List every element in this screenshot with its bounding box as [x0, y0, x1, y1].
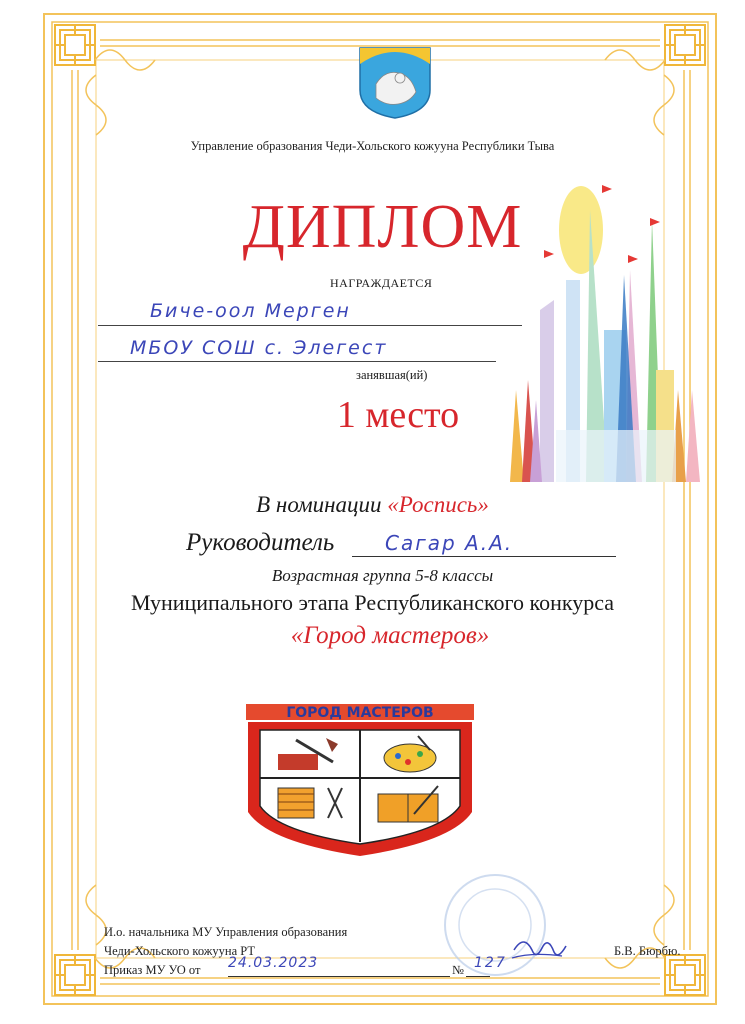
contest-stage: Муниципального этапа Республиканского конкурса [130, 590, 615, 615]
diploma-title: ДИПЛОМ [242, 193, 523, 261]
occupied-label: занявшая(ий) [356, 368, 428, 382]
place-award: 1 место [336, 394, 460, 436]
recipient-name: Бичe-оол Мерген [150, 300, 351, 322]
leader-name: Сагар А.А. [385, 531, 514, 555]
nomination-label: В номинации [256, 492, 382, 517]
order-number: 127 [474, 955, 507, 971]
order-number-underline [466, 976, 490, 977]
footer-position-line2: Чеди-Хольского кожууна РТ [104, 944, 256, 958]
contest-name: «Город мастеров» [290, 622, 490, 649]
contest-emblem [238, 702, 482, 862]
nomination [0, 492, 745, 518]
corner-knot-top-left [55, 25, 95, 65]
leader-label: Руководитель [186, 529, 335, 556]
issuing-authority: Управление образования Чеди-Хольского кожууна Республики Тыва [190, 139, 555, 153]
order-date-underline [228, 976, 450, 977]
order-number-label: № [452, 963, 464, 977]
age-group: Возрастная группа 5-8 классы [271, 566, 494, 585]
name-underline [98, 325, 522, 326]
nomination-value: «Роспись» [387, 492, 489, 517]
corner-knot-bottom-right [665, 955, 705, 995]
signature-scribble [508, 930, 570, 966]
order-label: Приказ МУ УО от [104, 963, 201, 977]
footer-position-line1: И.о. начальника МУ Управления образования [104, 925, 348, 939]
emblem-banner-text: ГОРОД МАСТЕРОВ [286, 705, 434, 721]
school-name: МБОУ СОШ с. Элегест [130, 337, 388, 359]
awarded-label: НАГРАЖДАЕТСЯ [330, 276, 433, 290]
corner-knot-top-right [665, 25, 705, 65]
castle-illustration [496, 180, 702, 482]
signer-name: Б.В. Бюрбю. [614, 944, 681, 958]
snow-leopard-coat-of-arms-icon [356, 44, 434, 120]
school-underline [98, 361, 496, 362]
order-date: 24.03.2023 [228, 955, 319, 971]
leader-underline [352, 556, 616, 557]
corner-knot-bottom-left [55, 955, 95, 995]
